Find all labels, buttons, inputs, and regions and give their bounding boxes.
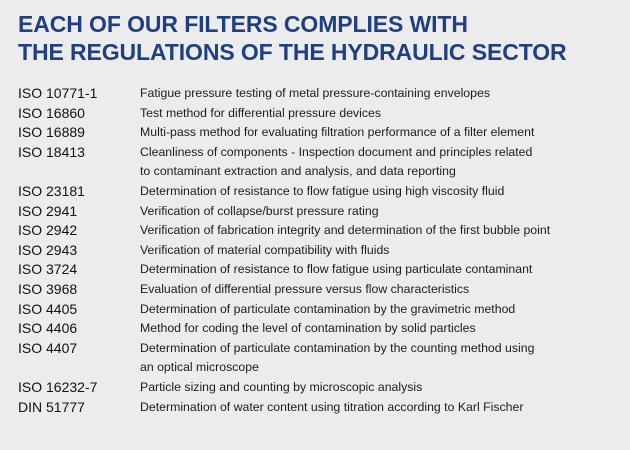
- standard-row: [18, 143, 623, 182]
- standard-description: [140, 123, 623, 143]
- description-line: Verification of fabrication integrity and determination of the first bubble point: [140, 223, 551, 238]
- description-line: Determination of particulate contamination by the counting method using: [140, 340, 535, 355]
- standard-description: [140, 84, 623, 104]
- standard-code: ISO 23181: [18, 182, 85, 199]
- standard-description: [140, 378, 623, 398]
- standards-list: [18, 84, 623, 417]
- standard-row: [18, 221, 623, 241]
- description-line: an optical microscope: [140, 360, 259, 375]
- standard-description: [140, 241, 623, 261]
- standard-description: [140, 143, 623, 182]
- standard-code: ISO 16860: [18, 104, 85, 121]
- standard-description: [140, 300, 623, 320]
- description-line: Verification of material compatibility with fluids: [140, 242, 390, 257]
- description-line: Particle sizing and counting by microscopic analysis: [140, 379, 423, 394]
- standard-row: [18, 398, 623, 418]
- standard-code: ISO 10771-1: [18, 85, 98, 101]
- standard-description: [140, 319, 623, 339]
- standard-row: [18, 202, 623, 222]
- standard-row: [18, 280, 623, 300]
- standard-description: [140, 104, 623, 124]
- standard-code: ISO 16232-7: [18, 378, 98, 395]
- standard-code: ISO 2941: [18, 202, 78, 219]
- standard-code: ISO 3724: [18, 261, 78, 278]
- standard-code: ISO 2943: [18, 241, 78, 258]
- description-line: Determination of resistance to flow fatigue using particulate contaminant: [140, 262, 533, 277]
- standard-code: ISO 2942: [18, 222, 78, 239]
- description-line: to contaminant extraction and analysis, and data reporting: [140, 164, 456, 179]
- standard-code: ISO 18413: [18, 143, 85, 160]
- description-line: Verification of collapse/burst pressure rating: [140, 203, 379, 218]
- title-line-2: THE REGULATIONS OF THE HYDRAULIC SECTOR: [18, 39, 567, 65]
- standard-code: DIN 51777: [18, 398, 85, 415]
- standard-row: [18, 84, 623, 104]
- standard-row: [18, 378, 623, 398]
- standard-code: ISO 4405: [18, 300, 78, 317]
- standard-row: [18, 241, 623, 261]
- description-line: Evaluation of differential pressure versus flow characteristics: [140, 281, 470, 296]
- description-line: Determination of particulate contamination by the gravimetric method: [140, 301, 516, 316]
- standard-description: [140, 221, 623, 241]
- standard-code: ISO 4406: [18, 320, 78, 337]
- standard-row: [18, 104, 623, 124]
- description-line: Determination of resistance to flow fatigue using high viscosity fluid: [140, 183, 505, 198]
- standard-code: ISO 4407: [18, 339, 78, 356]
- standard-code: ISO 16889: [18, 124, 85, 141]
- standard-row: [18, 300, 623, 320]
- standard-description: [140, 202, 623, 222]
- standard-row: [18, 339, 623, 378]
- standard-description: [140, 398, 623, 418]
- standard-row: [18, 123, 623, 143]
- description-line: Fatigue pressure testing of metal pressure-containing envelopes: [140, 86, 490, 100]
- description-line: Test method for differential pressure devices: [140, 105, 382, 120]
- description-line: Determination of water content using titration according to Karl Fischer: [140, 399, 524, 414]
- description-line: Cleanliness of components - Inspection document and principles related: [140, 144, 533, 159]
- description-line: Multi-pass method for evaluating filtration performance of a filter element: [140, 125, 535, 140]
- standard-row: [18, 260, 623, 280]
- standard-description: [140, 280, 623, 300]
- page-title: [18, 10, 567, 66]
- standard-code: ISO 3968: [18, 280, 78, 297]
- standard-description: [140, 182, 623, 202]
- description-line: Method for coding the level of contamination by solid particles: [140, 321, 476, 336]
- standard-description: [140, 260, 623, 280]
- standard-row: [18, 319, 623, 339]
- title-line-1: EACH OF OUR FILTERS COMPLIES WITH: [18, 11, 468, 37]
- standard-row: [18, 182, 623, 202]
- standard-description: [140, 339, 623, 378]
